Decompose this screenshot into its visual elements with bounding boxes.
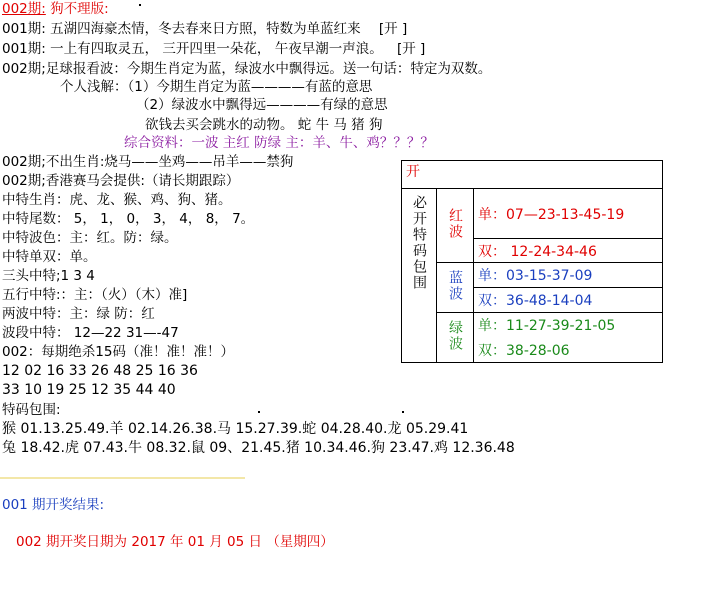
decorative-dot — [402, 411, 404, 413]
list-item: 33 10 19 25 12 35 44 40 — [2, 382, 176, 395]
green-double-numbers: 38-28-06 — [506, 342, 570, 359]
list-item: 002：每期绝杀15码（准！准！准！） — [2, 344, 234, 360]
list-item: 波段中特： 12—22 31—-47 — [2, 325, 179, 341]
box-side-label: 必开特码包围 — [411, 195, 427, 291]
red-single-cell — [474, 189, 663, 239]
poem-line-2 — [2, 40, 425, 58]
divider — [0, 477, 245, 479]
single-label: 单： — [478, 206, 506, 223]
analysis-summary: 综合资料：一波 主红 防绿 主：羊、牛、鸡？？？？ — [124, 135, 434, 151]
poem-line-2-tag: [开 ] — [397, 41, 426, 57]
green-single-numbers: 11-27-39-21-05 — [506, 318, 616, 335]
green-double-cell — [474, 338, 663, 363]
double-label: 双： — [478, 293, 506, 309]
decorative-dot — [258, 411, 260, 413]
special-line-2: 兔 18.42.虎 07.43.牛 08.32.鼠 09、21.45.猪 10.34.46.狗 23.47.鸡 12.36.48 — [2, 440, 515, 456]
red-double-cell — [474, 239, 663, 263]
decorative-dot — [139, 4, 141, 6]
red-double-numbers: 12-24-34-46 — [506, 243, 597, 260]
list-item: 两波中特：主：绿 防：红 — [2, 306, 155, 322]
red-single-numbers: 07—23-13-45-19 — [506, 206, 625, 223]
list-item: 12 02 16 33 26 48 25 16 36 — [2, 363, 198, 379]
issue-label: 002期: — [2, 1, 46, 17]
list-item: 三头中特;1 3 4 — [2, 268, 95, 284]
double-label: 双： — [478, 243, 506, 260]
header-line — [2, 0, 109, 18]
poem-line-1-tag: [开 ] — [378, 21, 408, 37]
analysis-line-2: （2）绿波水中飘得远————有绿的意思 — [136, 97, 388, 113]
poem-line-1-text: 001期: 五湖四海豪杰情，冬去春来日方照，特数为单蓝红来 — [2, 21, 361, 37]
blue-single-cell — [474, 263, 663, 288]
box-open-label: 开 — [402, 161, 663, 189]
blue-single-numbers: 03-15-37-09 — [506, 268, 593, 284]
poem-line-1 — [2, 20, 407, 38]
wave-green-label: 绿波 — [447, 319, 463, 352]
double-label: 双： — [478, 342, 506, 359]
list-item: 中特尾数： 5， 1， 0， 3， 4， 8， 7。 — [2, 211, 255, 227]
green-single-cell — [474, 313, 663, 338]
list-item: 五行中特:：主：（火）（木）准] — [2, 287, 188, 303]
blue-double-numbers: 36-48-14-04 — [506, 293, 593, 309]
results-title: 001 期开奖结果: — [2, 497, 105, 513]
list-item: 中特单双：单。 — [2, 249, 97, 265]
list-item: 002期;香港赛马会提供:（请长期跟踪） — [2, 173, 240, 189]
special-title: 特码包围: — [2, 402, 61, 418]
single-label: 单： — [478, 268, 506, 284]
wave-blue-cell — [437, 263, 474, 313]
list-item: 中特波色：主：红。防：绿。 — [2, 230, 178, 246]
football-line: 002期;足球报看波：今期生肖定为蓝，绿波水中飘得远。送一句话：特定为双数。 — [2, 61, 492, 77]
poem-line-2-text: 001期: 一上有四取灵五， 三开四里一朵花， 午夜早潮一声浪。 — [2, 41, 383, 57]
wave-red-label: 红波 — [447, 207, 463, 240]
results-date: 002 期开奖日期为 2017 年 01 月 05 日 （星期四） — [16, 534, 334, 550]
analysis-title: 个人浅解：（1）今期生肖定为蓝————有蓝的意思 — [60, 79, 373, 95]
header-note: 狗不理版: — [50, 1, 109, 17]
wave-red-cell — [437, 189, 474, 263]
list-item: 中特生肖：虎、龙、猴、鸡、狗、猪。 — [2, 192, 232, 208]
analysis-line-3: 欲钱去买会跳水的动物。 蛇 牛 马 猪 狗 — [145, 117, 383, 133]
single-label: 单： — [478, 318, 506, 335]
wave-blue-label: 蓝波 — [447, 269, 463, 302]
list-item: 002期;不出生肖:烧马——坐鸡——吊羊——禁狗 — [2, 154, 294, 170]
special-line-1: 猴 01.13.25.49.羊 02.14.26.38.马 15.27.39.蛇 04.28.40.龙 05.29.41 — [2, 421, 469, 437]
special-code-box — [401, 160, 663, 363]
blue-double-cell — [474, 288, 663, 313]
wave-green-cell — [437, 313, 474, 363]
box-side-label-cell — [402, 189, 437, 363]
